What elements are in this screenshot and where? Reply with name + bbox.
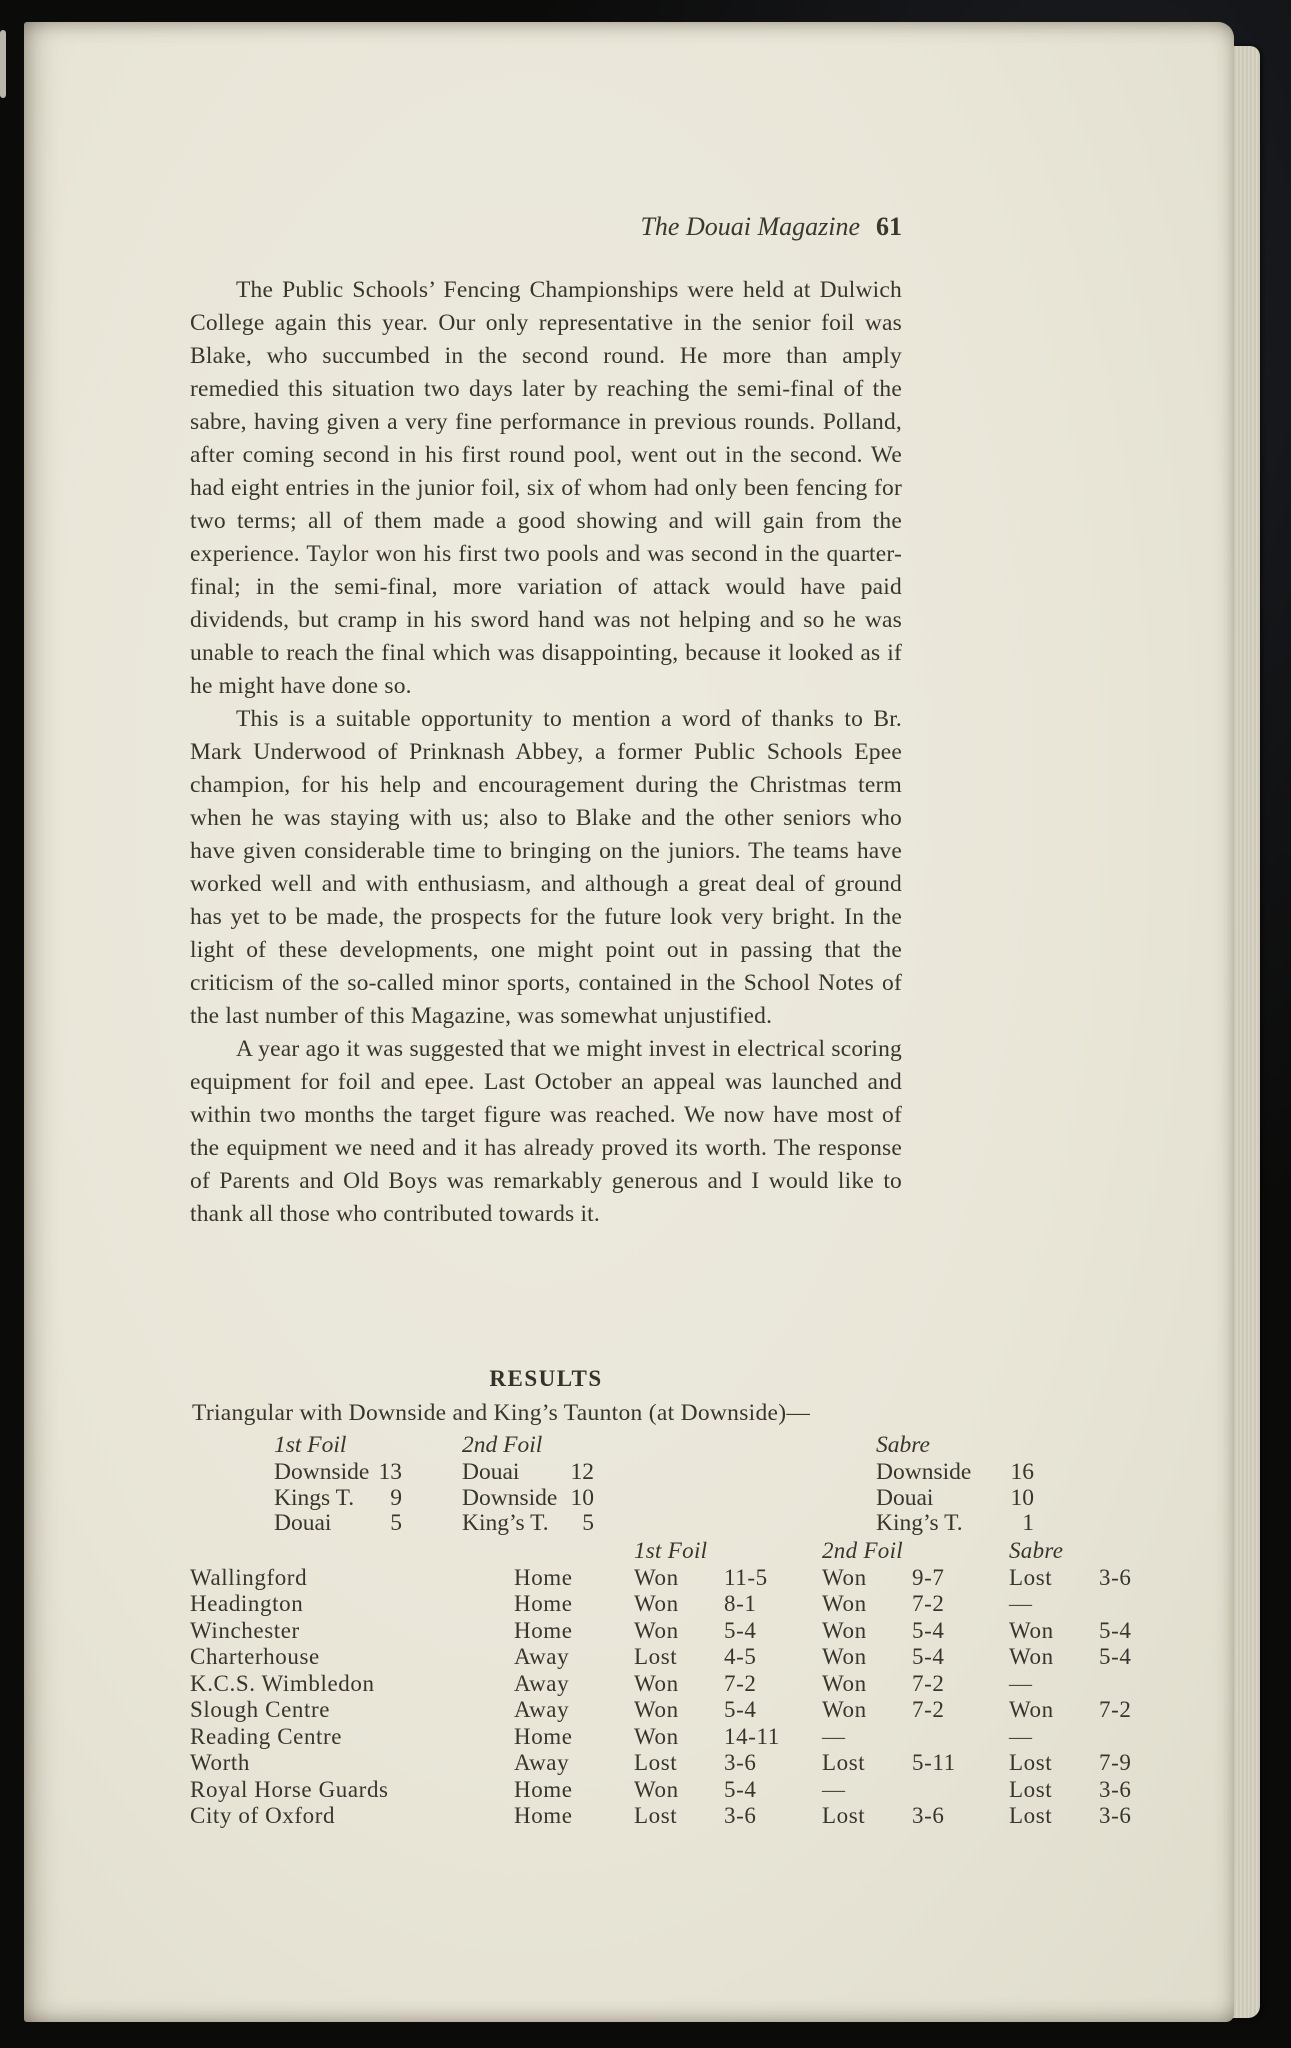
foil2-result: Won [822,1644,867,1669]
score: 9 [390,1484,402,1511]
team: Kings T. [274,1484,355,1511]
sabre-result: — [1009,1723,1033,1749]
foil1-score: 7-2 [724,1670,757,1696]
sabre-result: Lost [1009,1564,1053,1590]
match-venue: Away [514,1750,570,1775]
score-row [274,1485,402,1511]
score: 5 [582,1510,594,1536]
score-row [876,1485,1034,1511]
foil2-score: 9-7 [912,1564,945,1590]
score-row [462,1459,594,1485]
score-row [462,1510,594,1536]
magazine-title: The Douai Magazine [640,212,860,241]
foil1-score: 5-4 [724,1697,757,1722]
table-row [190,1644,1170,1671]
table-row [190,1565,1170,1592]
match-venue: Home [514,1776,573,1802]
match-venue: Away [514,1670,570,1696]
sabre-score: 3-6 [1099,1803,1132,1828]
match-opponent: Winchester [190,1617,300,1643]
results-heading: RESULTS [489,1366,603,1391]
article-body [190,274,902,1231]
foil1-result: Lost [634,1644,678,1669]
foil2-score: 3-6 [912,1803,945,1828]
match-opponent: Wallingford [190,1564,308,1590]
foil2-result: Won [822,1697,867,1722]
foil1-result: Lost [634,1803,678,1828]
foil1-score: 4-5 [724,1644,757,1669]
match-venue: Home [514,1617,573,1643]
foil1-score: 5-4 [724,1617,757,1643]
foil1-result: Won [634,1776,679,1802]
foil2-result: Lost [822,1803,866,1828]
foil1-score: 8-1 [724,1591,757,1616]
score-row [274,1459,402,1485]
match-opponent: K.C.S. Wimbledon [190,1670,375,1696]
team: Downside [462,1484,558,1511]
foil2-score: 7-2 [912,1591,945,1616]
paragraph: This is a suitable opportunity to mention a word of thanks to Br. Mark Underwood of Prinknash Abbey, a former Public Schools Epee champion, for his help and encouragement during the Christmas term when he was staying with us; also to Blake and the other seniors who have given considerable time to bringing on the juniors. The teams have worked well and with enthusiasm, and although a great deal of ground has yet to be made, the prospects for the future look very bright. In the light of these developments, one might point out in passing that the criticism of the so-called minor sports, contained in the School Notes of the last number of this Magazine, was somewhat unjustified. [190,706,902,1029]
match-table-header [190,1538,1170,1565]
table-row [190,1697,1170,1724]
foil1-result: Won [634,1591,679,1616]
foil2-result: Lost [822,1750,866,1775]
column-header-1st-foil: 1st Foil [634,1538,708,1563]
table-row [190,1724,1170,1751]
sabre-score: 3-6 [1099,1564,1132,1590]
sabre-score: 3-6 [1099,1776,1132,1802]
match-venue: Home [514,1723,573,1749]
table-row [190,1803,1170,1830]
match-opponent: City of Oxford [190,1803,336,1828]
foil1-result: Won [634,1670,679,1696]
score-row [876,1510,1034,1536]
score-row [876,1459,1034,1485]
team: Douai [274,1510,332,1536]
column-header-sabre: Sabre [1009,1538,1064,1563]
foil2-score: 5-11 [912,1750,956,1775]
sabre-result: Won [1009,1617,1054,1643]
sabre-result: — [1009,1591,1033,1616]
score: 13 [378,1459,402,1485]
match-venue: Home [514,1803,573,1828]
page-number: 61 [876,212,902,241]
paragraph: The Public Schools’ Fencing Championships were held at Dulwich College again this year. Our only representative in the senior foil was Blake, who succumbed in the second round. He more than amply remedied this situation two days later by reaching the semi-final of the sabre, having given a very fine performance in previous rounds. Polland, after coming second in his first round pool, went out in the second. We had eight entries in the junior foil, six of whom had only been fencing for two terms; all of them made a good showing and will gain from the experience. Taylor won his first two pools and was second in the quarter-final; in the semi-final, more variation of attack would have paid dividends, but cramp in his sword hand was not helping and so he was unable to reach the final which was disappointing, because it looked as if he might have done so. [190,277,902,699]
team: King’s T. [876,1510,963,1536]
foil1-result: Won [634,1564,679,1590]
sabre-result: Lost [1009,1776,1053,1802]
foil2-result: Won [822,1617,867,1643]
score: 10 [1010,1484,1034,1511]
match-venue: Away [514,1697,570,1722]
team: Douai [876,1484,934,1511]
table-row [190,1591,1170,1618]
event-label: Sabre [876,1432,930,1458]
score-row [274,1510,402,1536]
triangular-column-sabre [876,1432,1034,1536]
team: Downside [876,1459,972,1485]
sabre-score: 5-4 [1099,1617,1132,1643]
score: 12 [570,1459,594,1485]
foil2-score: 5-4 [912,1644,945,1669]
foil2-score: 5-4 [912,1617,945,1643]
sabre-result: Lost [1009,1750,1053,1775]
match-venue: Home [514,1591,573,1616]
magazine-page [24,22,1234,2022]
triangular-column-2nd-foil [462,1432,594,1536]
team: Douai [462,1459,520,1485]
match-venue: Away [514,1644,570,1669]
match-opponent: Charterhouse [190,1644,320,1669]
facing-page-sliver [0,30,6,98]
foil1-result: Won [634,1697,679,1722]
event-label: 2nd Foil [462,1432,543,1458]
foil1-result: Lost [634,1750,678,1775]
foil1-score: 5-4 [724,1776,757,1802]
match-opponent: Headington [190,1591,304,1616]
match-results-table [190,1538,1170,1830]
running-head [614,212,902,242]
score: 5 [390,1510,402,1536]
triangular-column-1st-foil [274,1432,402,1536]
foil2-result: — [822,1723,846,1749]
sabre-result: Lost [1009,1803,1053,1828]
foil2-result: Won [822,1564,867,1590]
triangular-intro: Triangular with Downside and King’s Taunton (at Downside)— [192,1400,811,1426]
score: 16 [1010,1459,1034,1485]
team: King’s T. [462,1510,549,1536]
sabre-result: Won [1009,1697,1054,1722]
column-header-2nd-foil: 2nd Foil [822,1538,903,1563]
match-opponent: Reading Centre [190,1723,343,1749]
sabre-result: Won [1009,1644,1054,1669]
sabre-result: — [1009,1670,1033,1696]
table-row [190,1750,1170,1777]
score-row [462,1485,594,1511]
team: Downside [274,1459,370,1485]
score: 1 [1022,1510,1034,1536]
foil1-result: Won [634,1723,679,1749]
match-opponent: Worth [190,1750,250,1775]
table-row [190,1777,1170,1804]
foil1-score: 3-6 [724,1750,757,1775]
foil2-result: Won [822,1591,867,1616]
foil1-result: Won [634,1617,679,1643]
page-fore-edge-stack [1232,46,1260,2018]
sabre-score: 7-9 [1099,1750,1132,1775]
match-venue: Home [514,1564,573,1590]
score: 10 [570,1484,594,1511]
foil2-score: 7-2 [912,1670,945,1696]
foil2-score: 7-2 [912,1697,945,1722]
foil1-score: 14-11 [724,1723,780,1749]
table-row [190,1618,1170,1645]
table-row [190,1671,1170,1698]
foil2-result: — [822,1776,846,1802]
sabre-score: 7-2 [1099,1697,1132,1722]
match-opponent: Slough Centre [190,1697,331,1722]
sabre-score: 5-4 [1099,1644,1132,1669]
foil1-score: 3-6 [724,1803,757,1828]
paragraph: A year ago it was suggested that we might invest in electrical scoring equipment for foil and epee. Last October an appeal was launched and within two months the target figure was reached. We now have most of the equipment we need and it has already proved its worth. The response of Parents and Old Boys was remarkably generous and I would like to thank all those who contributed towards it. [190,1036,902,1227]
foil1-score: 11-5 [724,1564,768,1590]
match-opponent: Royal Horse Guards [190,1776,389,1802]
event-label: 1st Foil [274,1432,347,1458]
foil2-result: Won [822,1670,867,1696]
